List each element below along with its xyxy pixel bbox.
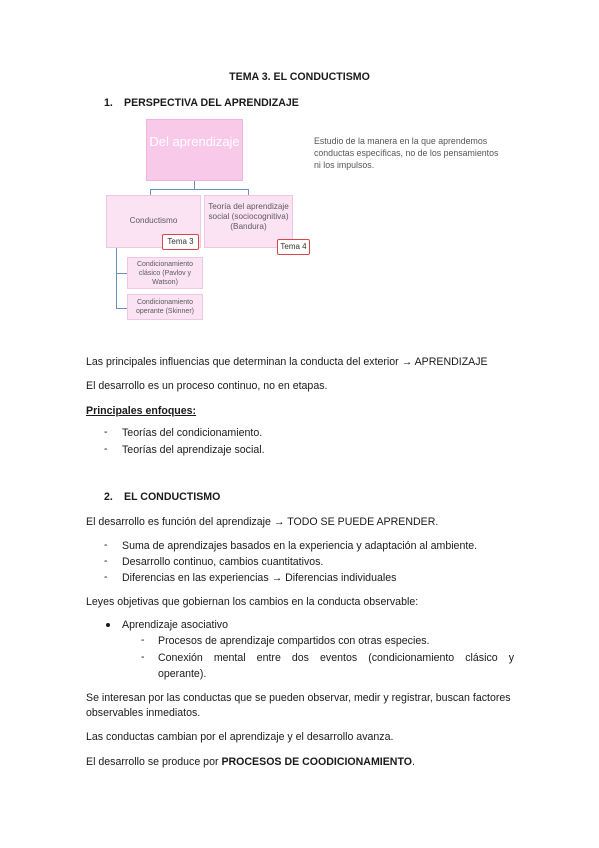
paragraph-procesos [86,755,415,769]
diagram-node-label: Conductismo [129,216,178,225]
diagram-sub-node-clasico [127,257,203,289]
list-item: Teorías del condicionamiento. [122,427,263,439]
paragraph-conductas-cambian: Las conductas cambian por el aprendizaje y el desarrollo avanza. [86,731,394,743]
connector [116,308,127,309]
diagram-node-label: Teoría del aprendizaje social (sociocognitiva) (Bandura) [208,202,289,231]
section-2-number: 2. [104,491,113,503]
enfoques-heading: Principales enfoques: [86,405,197,417]
bullet-item: Aprendizaje asociativo [122,619,228,631]
diagram-sub-label: Condicionamiento operante (Skinner) [136,299,194,315]
sub-list-dash: - [141,634,145,646]
diagram-root-node [146,119,243,181]
list-dash: - [104,426,108,438]
list-dash: - [104,555,108,567]
paragraph-procesos-bold: PROCESOS DE COODICIONAMIENTO [221,756,412,768]
list-dash: - [104,571,108,583]
list-dash: - [104,443,108,455]
paragraph-procesos-suffix: . [411,756,415,768]
connector [150,189,249,190]
diagram-description: Estudio de la manera en la que aprendemos conductas específicas, no de los pensamientos ni los impulsos. [314,136,499,170]
sub-list-item: Procesos de aprendizaje compartidos con otras especies. [158,635,430,647]
paragraph-influencias: Las principales influencias que determinan la conducta del exterior → APRENDIZAJE [86,356,488,368]
list-item: Suma de aprendizajes basados en la experiencia y adaptación al ambiente. [122,540,478,552]
paragraph-leyes-objetivas: Leyes objetivas que gobiernan los cambios en la conducta observable: [86,596,419,608]
paragraph-conductas-observables: Se interesan por las conductas que se pueden observar, medir y registrar, buscan factores [86,692,511,704]
page-title: TEMA 3. EL CONDUCTISMO [229,71,370,83]
section-2-heading: EL CONDUCTISMO [124,491,221,503]
connector [116,248,117,309]
sub-list-item: Conexión mental entre dos eventos (condicionamiento clásico y [158,652,514,664]
tag-tema-4: Tema 4 [277,239,310,255]
list-item: Diferencias en las experiencias → Diferencias individuales [122,572,397,584]
paragraph-desarrollo-continuo: El desarrollo es un proceso continuo, no en etapas. [86,380,328,392]
section-1-number: 1. [104,97,113,109]
sub-list-item-continued: operante). [158,668,207,680]
diagram-root-label: Del aprendizaje [149,134,240,149]
diagram-sub-node-operante [127,294,203,320]
list-item: Teorías del aprendizaje social. [122,444,265,456]
sub-list-dash: - [141,651,145,663]
bullet-dot [106,623,110,627]
list-dash: - [104,539,108,551]
paragraph-conductas-observables-cont: observables inmediatos. [86,707,201,719]
connector [116,273,127,274]
paragraph-procesos-prefix: El desarrollo se produce por [86,756,222,768]
section-1-heading: PERSPECTIVA DEL APRENDIZAJE [124,97,299,109]
paragraph-funcion-aprendizaje: El desarrollo es función del aprendizaje → TODO SE PUEDE APRENDER. [86,516,439,528]
list-item: Desarrollo continuo, cambios cuantitativos. [122,556,324,568]
diagram-sub-label: Condicionamiento clásico (Pavlov y Watson) [136,261,194,286]
tag-tema-3: Tema 3 [162,234,199,250]
